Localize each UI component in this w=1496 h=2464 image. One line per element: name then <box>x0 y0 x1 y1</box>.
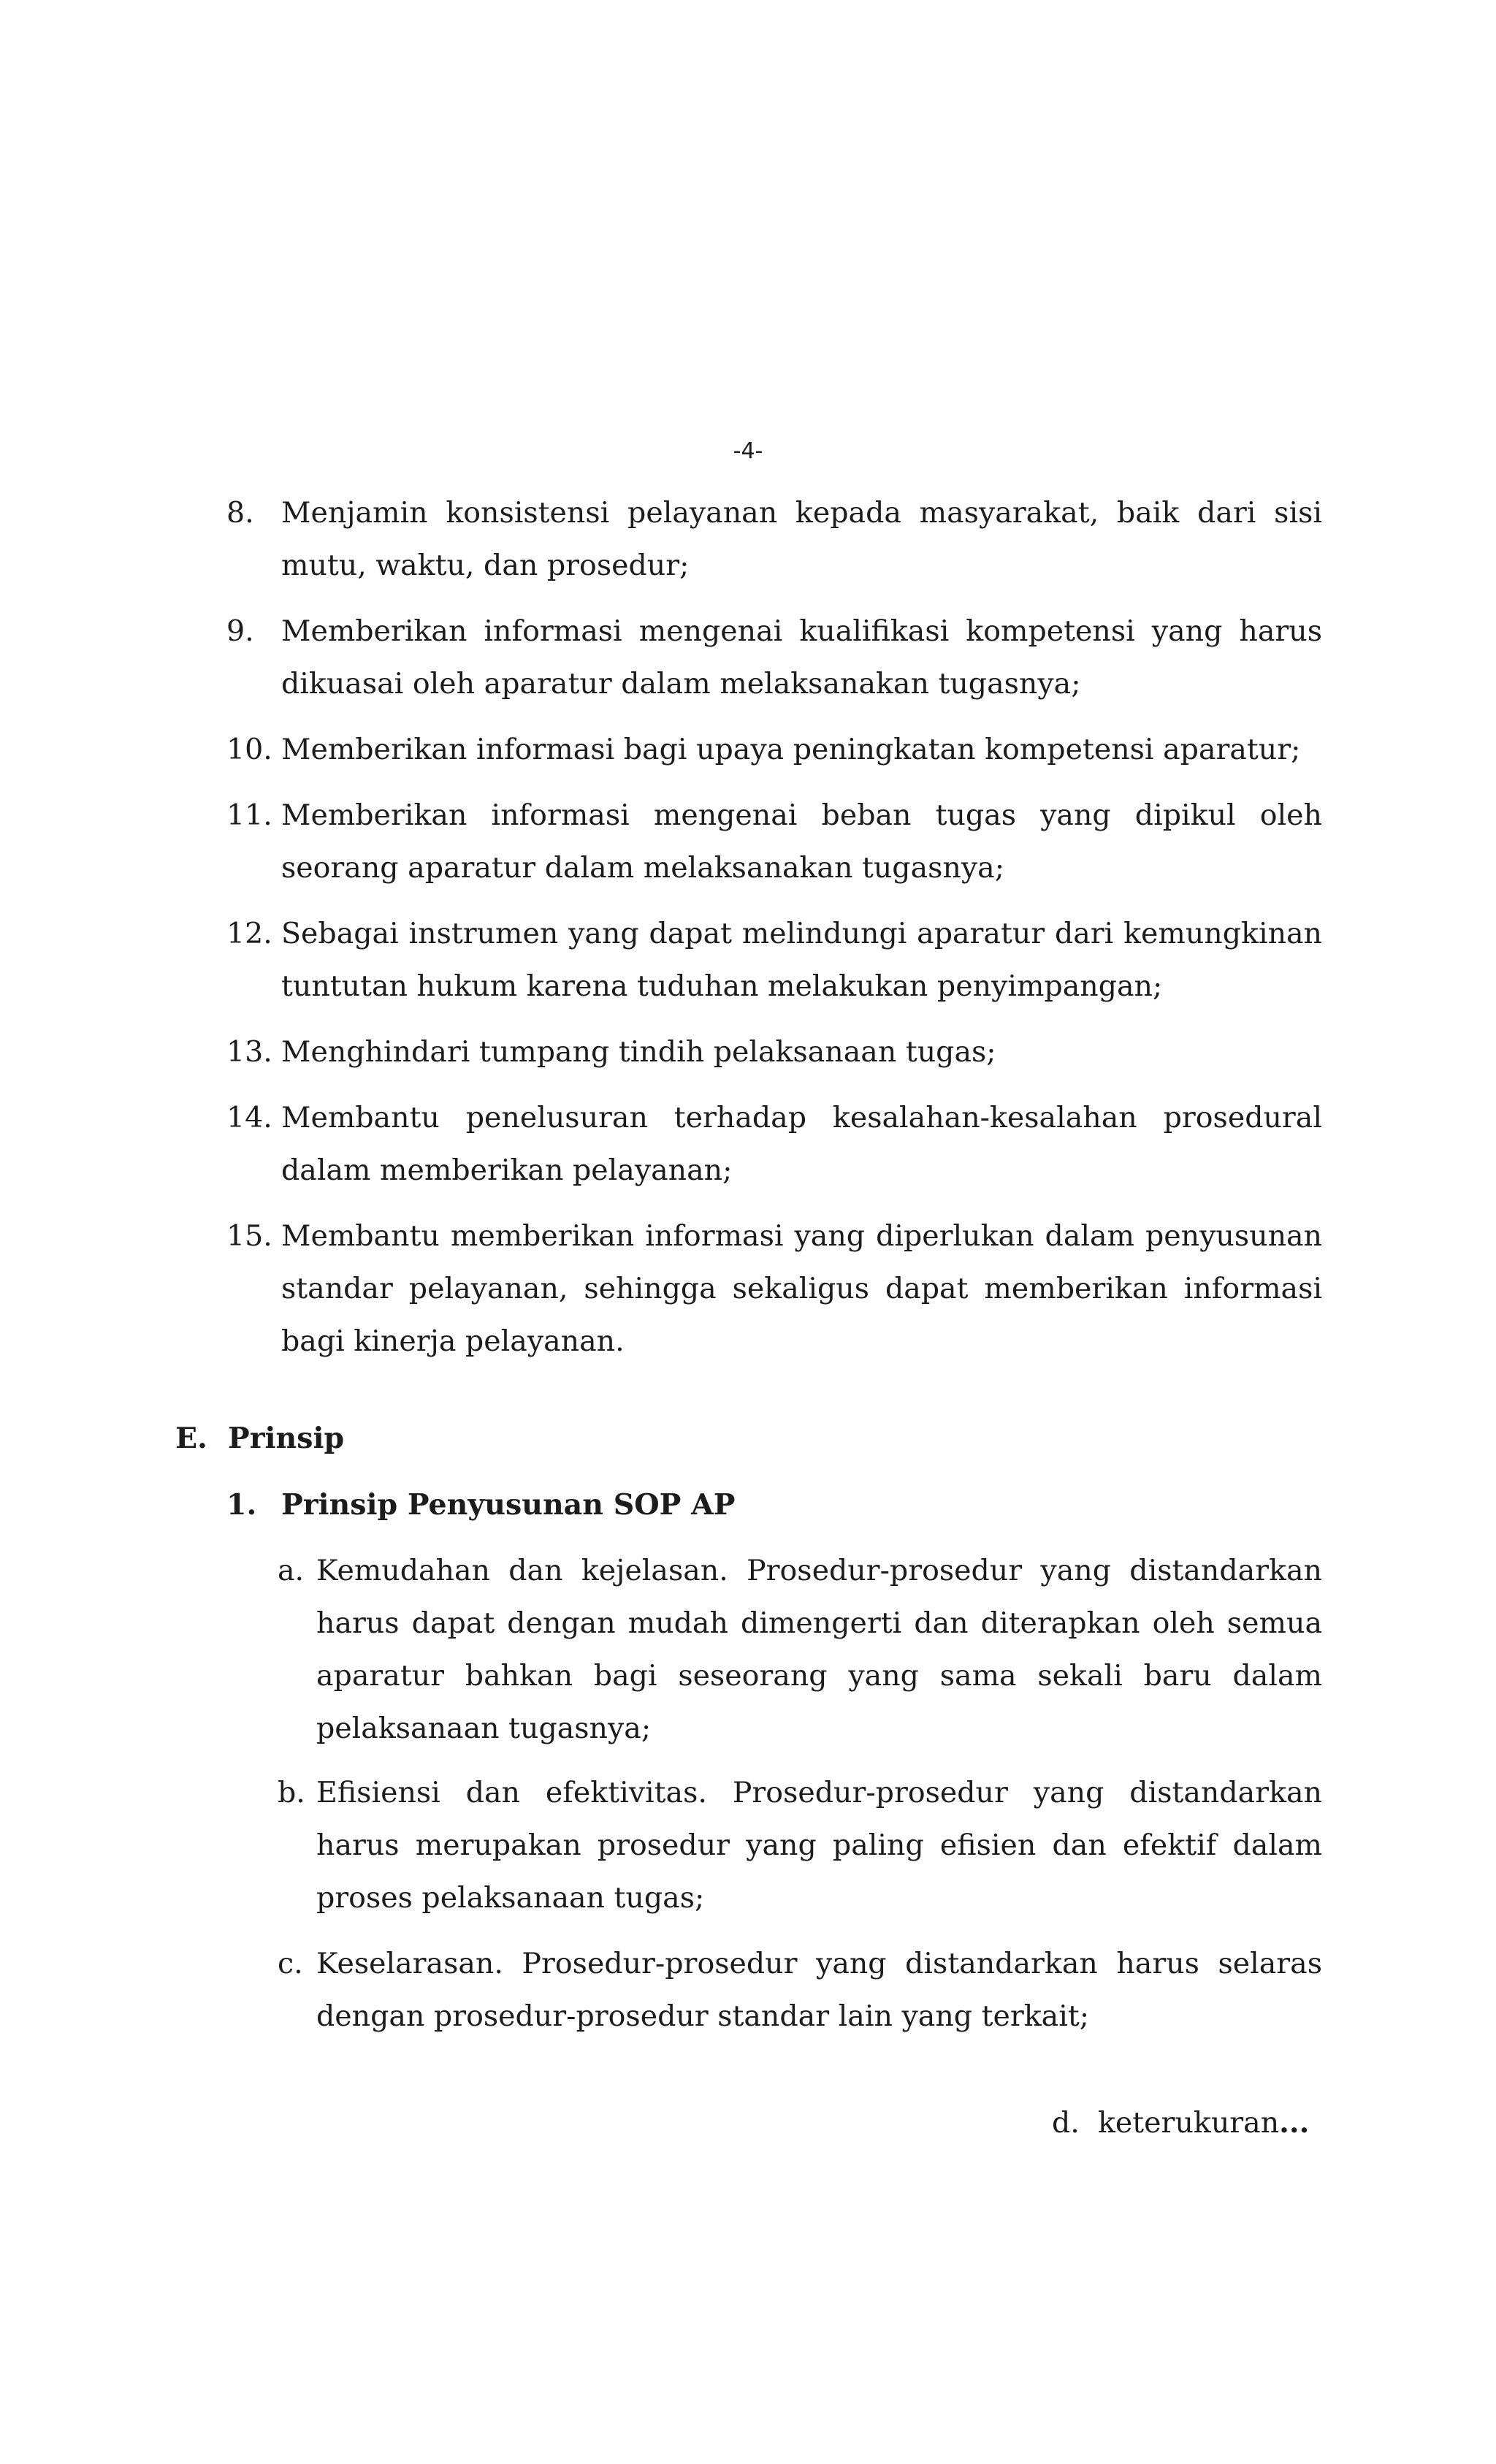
list-item-number: 10. <box>226 733 272 766</box>
page-number: -4- <box>733 438 763 464</box>
continuation-word: keterukuran <box>1098 2106 1280 2140</box>
list-item <box>226 487 1322 592</box>
section-letter: E. <box>175 1422 207 1455</box>
section-title: Prinsip <box>228 1422 345 1455</box>
list-item-number: 13. <box>226 1035 272 1069</box>
list-item-text: Memberikan informasi bagi upaya peningkatan kompetensi aparatur; <box>281 733 1301 766</box>
list-item-text: Kemudahan dan kejelasan. Prosedur-prosedur yang distandarkan harus dapat dengan mudah dimengerti dan diterapkan oleh semua aparatur bahkan bagi seseorang yang sama sekali baru dalam pelaksanaan tugasnya; <box>316 1554 1322 1745</box>
list-item <box>226 789 1322 894</box>
list-item-text: Membantu penelusuran terhadap kesalahan-kesalahan prosedural dalam memberikan pelayanan; <box>281 1101 1322 1187</box>
continuation-text <box>1098 2097 1309 2149</box>
list-item-letter: a. <box>278 1554 305 1587</box>
continuation-letter: d. <box>1052 2106 1080 2140</box>
list-item-number: 12. <box>226 917 272 950</box>
list-item-number: 11. <box>226 798 272 832</box>
list-item <box>226 907 1322 1012</box>
list-item <box>278 1766 1322 1924</box>
list-item-text: Keselarasan. Prosedur-prosedur yang distandarkan harus selaras dengan prosedur-prosedur standar lain yang terkait; <box>316 1947 1322 2033</box>
list-item-text: Efisiensi dan efektivitas. Prosedur-prosedur yang distandarkan harus merupakan prosedur yang paling efisien dan efektif dalam proses pelaksanaan tugas; <box>316 1776 1322 1915</box>
list-item-text: Memberikan informasi mengenai kualifikasi kompetensi yang harus dikuasai oleh aparatur dalam melaksanakan tugasnya; <box>281 614 1322 701</box>
list-item-text: Menghindari tumpang tindih pelaksanaan tugas; <box>281 1035 996 1069</box>
list-item-text: Menjamin konsistensi pelayanan kepada masyarakat, baik dari sisi mutu, waktu, dan prosedur; <box>281 496 1322 582</box>
list-item-number: 9. <box>226 614 254 648</box>
list-item-number: 8. <box>226 496 254 530</box>
list-item-letter: c. <box>278 1947 303 1980</box>
list-item-text: Membantu memberikan informasi yang diperlukan dalam penyusunan standar pelayanan, sehingga sekaligus dapat memberikan informasi bagi kinerja pelayanan. <box>281 1219 1322 1358</box>
list-item <box>226 723 1322 776</box>
list-item-text: Sebagai instrumen yang dapat melindungi aparatur dari kemungkinan tuntutan hukum karena tuduhan melakukan penyimpangan; <box>281 917 1322 1003</box>
list-item <box>226 1026 1322 1078</box>
list-item-letter: b. <box>278 1776 305 1809</box>
list-item-number: 15. <box>226 1219 272 1253</box>
list-item <box>226 605 1322 710</box>
list-item <box>278 1937 1322 2042</box>
continuation-ellipsis: ... <box>1279 2106 1310 2140</box>
list-item <box>226 1091 1322 1197</box>
list-item <box>278 1544 1322 1755</box>
list-item-text: Memberikan informasi mengenai beban tugas yang dipikul oleh seorang aparatur dalam melaksanakan tugasnya; <box>281 798 1322 885</box>
list-item-number: 14. <box>226 1101 272 1134</box>
subsection-title: Prinsip Penyusunan SOP AP <box>281 1488 736 1522</box>
list-item <box>226 1210 1322 1368</box>
subsection-number: 1. <box>226 1488 257 1522</box>
